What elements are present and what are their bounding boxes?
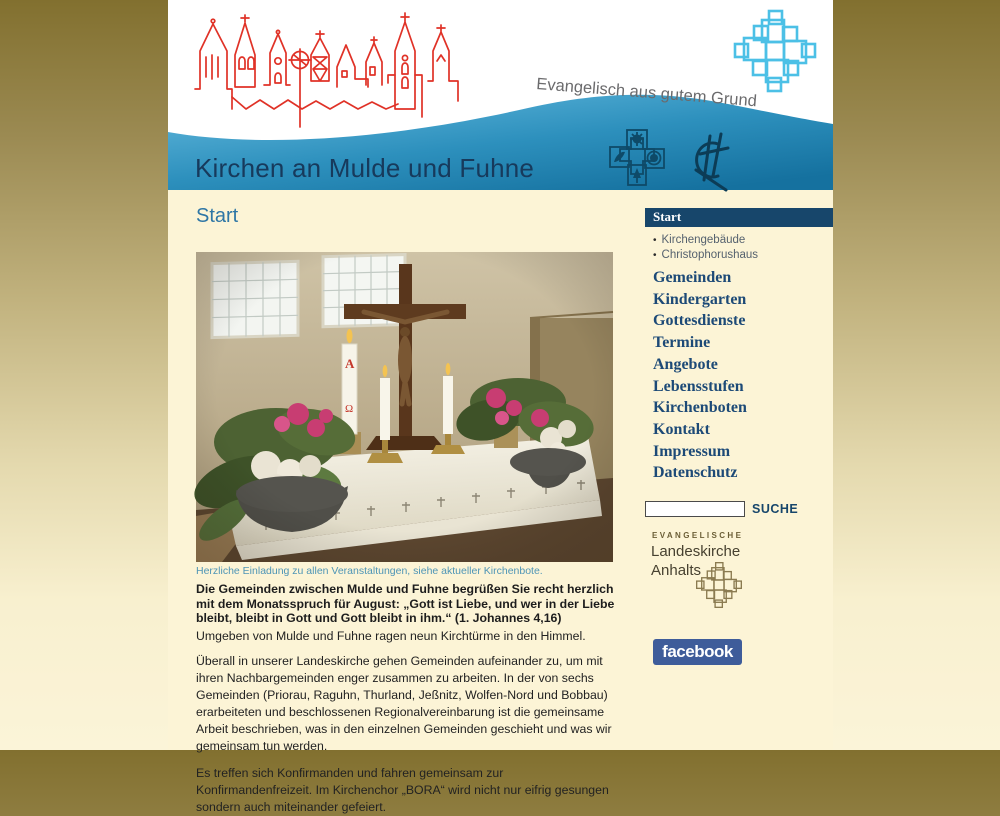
sidebar-item-start[interactable]: Start	[645, 208, 833, 227]
landeskirche-logo-line1: EVANGELISCHE	[652, 531, 744, 541]
sidebar-item-kirchenboten[interactable]: Kirchenboten	[653, 399, 747, 417]
landeskirche-cross-icon	[732, 8, 818, 94]
sidebar-item-kindergarten[interactable]: Kindergarten	[653, 290, 747, 308]
landeskirche-logo-line2: Landeskirche	[651, 543, 741, 561]
sidebar-item-impressum[interactable]: Impressum	[653, 442, 731, 460]
intro-line: Umgeben von Mulde und Fuhne ragen neun Kirchtürme in den Himmel.	[196, 628, 586, 643]
site-title: Kirchen an Mulde und Fuhne	[195, 153, 535, 183]
sidebar-subnav	[645, 233, 833, 263]
search-button[interactable]: SUCHE	[752, 502, 799, 517]
main-content	[196, 190, 616, 816]
paragraph: Es treffen sich Konfirmanden und fahren gemeinsam zur Konfirmandenfreizeit. Im Kirchenchor „BORA“ wird nicht nur eifrig gesungen sondern auch miteinander gefeiert.	[196, 765, 609, 814]
content-column	[168, 0, 833, 814]
site-header	[168, 0, 833, 190]
altar-photo	[196, 252, 613, 562]
sidebar-subitem-kirchengebaeude[interactable]: • Kirchengebäude	[653, 234, 746, 246]
sidebar-item-kontakt[interactable]: Kontakt	[653, 420, 710, 438]
search-form	[645, 501, 833, 517]
search-input[interactable]	[645, 501, 745, 517]
landeskirche-logo-line3: Anhalts	[651, 562, 702, 580]
bullet-icon: •	[653, 235, 657, 246]
page-title: Start	[196, 205, 239, 227]
facebook-logo[interactable]: facebook	[653, 639, 742, 665]
landeskirche-cross-icon-brown	[695, 561, 743, 609]
sidebar-mainnav	[645, 267, 833, 484]
sidebar-subitem-christophorushaus[interactable]: • Christophorushaus	[653, 249, 759, 261]
photo-caption: Herzliche Einladung zu allen Veranstaltungen, siehe aktueller Kirchenbote.	[196, 565, 543, 577]
sidebar-item-angebote[interactable]: Angebote	[653, 355, 718, 373]
paragraph: Überall in unserer Landeskirche gehen Gemeinden aufeinander zu, um mit ihren Nachbargemeinden enger zusammen zu arbeiten. In der von sechs Gemeinden (Priorau, Raguhn, Thurland, Jeßnitz, Wolfen-Nord und Bobbau) erarbeiteten und beschlossenen Regionalvereinbarung ist die gemeinsame Arbeit beschrieben, was in den einzelnen Gemeinden geschieht und was wir gemeinsam tun werden.	[196, 653, 612, 753]
sidebar-item-gottesdienste[interactable]: Gottesdienste	[653, 312, 746, 330]
ch-monogram-icon	[680, 130, 732, 192]
church-slogan: Evangelisch aus gutem Grund	[535, 75, 758, 111]
sidebar-navigation	[645, 190, 833, 665]
bullet-icon: •	[653, 250, 657, 261]
landeskirche-anhalts-logo[interactable]	[645, 531, 833, 637]
intro-bold-text: Die Gemeinden zwischen Mulde und Fuhne begrüßen Sie recht herzlich mit dem Monatsspruch für August: „Gott ist Liebe, und wer in der Liebe bleibt, bleibt in Gott und Gott bleibt in ihm.“ (1. Johannes 4,16)	[196, 582, 615, 625]
sidebar-item-gemeinden[interactable]: Gemeinden	[653, 269, 732, 286]
regional-cross-icon	[608, 128, 666, 188]
sidebar-item-termine[interactable]: Termine	[653, 334, 711, 352]
sidebar-item-lebensstufen[interactable]: Lebensstufen	[653, 377, 744, 395]
church-skyline-drawing	[190, 5, 510, 133]
sidebar-item-datenschutz[interactable]: Datenschutz	[653, 464, 738, 482]
